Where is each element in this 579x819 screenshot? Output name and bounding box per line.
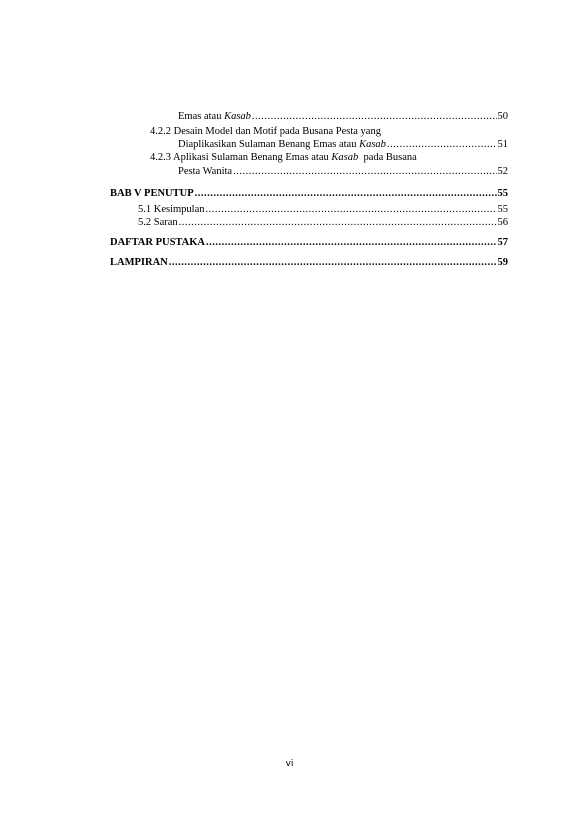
toc-entry-number: 4.2.3 [150,152,171,163]
toc-entry-text: LAMPIRAN [110,257,168,268]
toc-entry-text: DAFTAR PUSTAKA [110,237,205,248]
toc-entry-text: Pesta Wanita [178,166,233,177]
toc-entry-text: Emas atau Kasab [178,111,251,122]
toc-entry [178,110,508,123]
toc-entry [178,165,508,178]
dot-leader [206,236,497,249]
toc-entry-number: 4.2.2 [150,126,171,137]
toc-chapter [110,236,508,249]
dot-leader [169,256,497,269]
toc-page-number: 50 [497,111,508,122]
toc-entry-heading [150,125,381,138]
toc-entry-text: Aplikasi Sulaman Benang Emas atau Kasab pada Busana [173,152,417,163]
toc-page-number: 52 [497,166,508,177]
dot-leader [233,165,496,178]
toc-entry-text: Desain Model dan Motif pada Busana Pesta yang [173,126,381,137]
toc-chapter [110,187,508,200]
dot-leader [195,187,497,200]
dot-leader [206,203,497,216]
dot-leader [179,216,497,229]
toc-page-number: 55 [497,204,508,215]
dot-leader [252,110,497,123]
toc-chapter [110,256,508,269]
toc-page-number: 55 [497,188,508,199]
toc-page-number: 57 [497,237,508,248]
toc-entry-text: 5.2 Saran [138,217,178,228]
toc-entry [138,216,508,229]
page-number-footer: vi [285,759,294,769]
dot-leader [387,138,497,151]
toc-page-number: 59 [497,257,508,268]
toc-entry-heading [150,151,417,164]
toc-entry-text: BAB V PENUTUP [110,188,194,199]
toc-page-number: 51 [497,139,508,150]
toc-entry [138,203,508,216]
toc-entry-text: Diaplikasikan Sulaman Benang Emas atau Kasab [178,139,386,150]
toc-entry [178,138,508,151]
toc-entry-text: 5.1 Kesimpulan [138,204,205,215]
toc-page-number: 56 [497,217,508,228]
